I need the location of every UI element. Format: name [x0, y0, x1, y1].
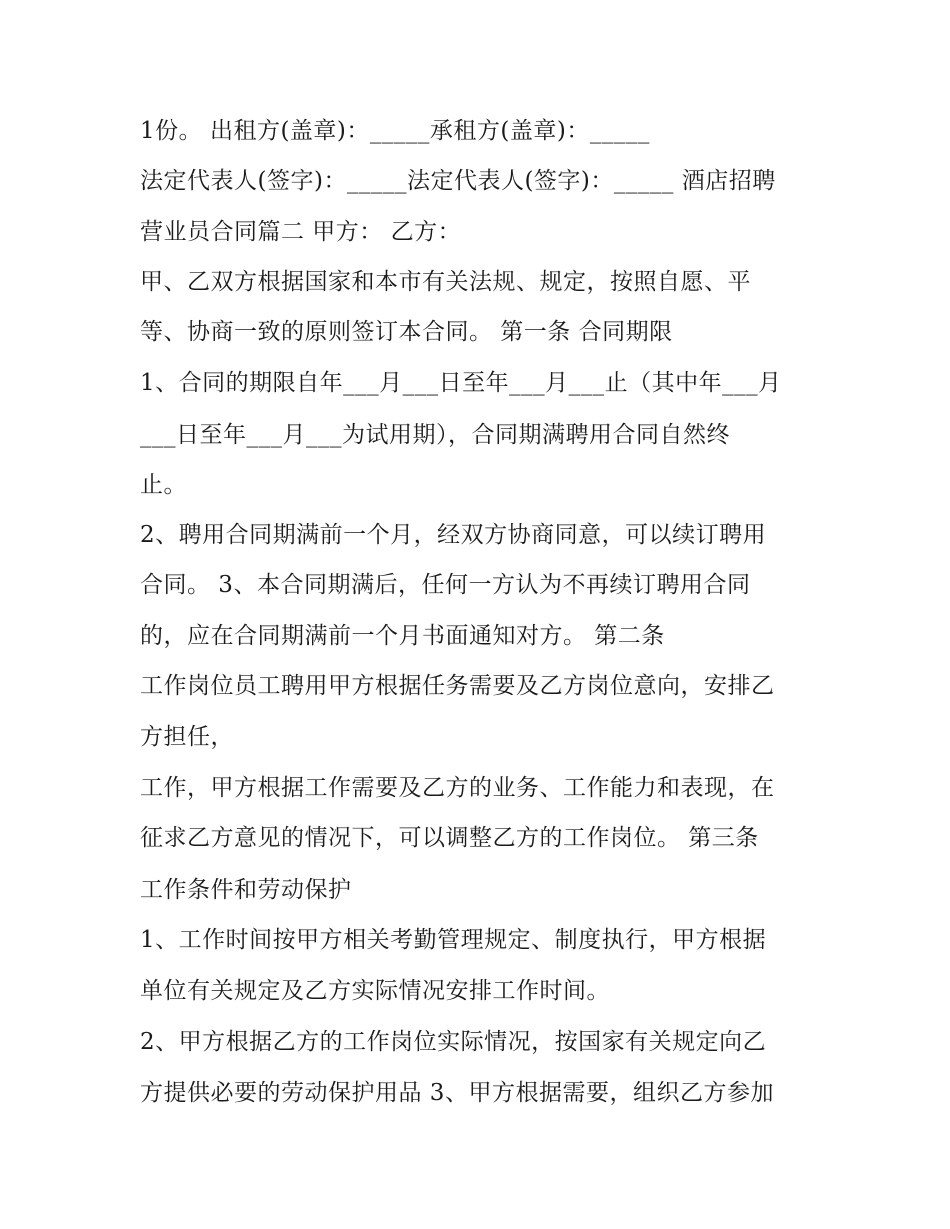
text-line: 的，应在合同期满前一个月书面通知对方。 第二条: [140, 623, 665, 649]
text-line: 2、聘用合同期满前一个月，经双方协商同意，可以续订聘用: [140, 522, 767, 548]
text-line: 合同。 3、本合同期满后，任何一方认为不再续订聘用合同: [140, 572, 751, 598]
text-line: 法定代表人(签字)：_____法定代表人(签字)：_____ 酒店招聘: [140, 168, 776, 194]
text-line: 工作条件和劳动保护: [140, 877, 352, 903]
text-line: 2、甲方根据乙方的工作岗位实际情况，按国家有关规定向乙: [140, 1029, 767, 1055]
text-line: 1份。 出租方(盖章)：_____承租方(盖章)：_____: [140, 118, 650, 144]
text-line: 营业员合同篇二 甲方： 乙方：: [140, 219, 462, 245]
text-line: 工作岗位员工聘用甲方根据任务需要及乙方岗位意向，安排乙: [140, 673, 775, 699]
text-line: 工作，甲方根据工作需要及乙方的业务、工作能力和表现，在: [140, 775, 775, 801]
text-line: 单位有关规定及乙方实际情况安排工作时间。: [140, 978, 610, 1004]
text-line: 甲、乙双方根据国家和本市有关法规、规定，按照自愿、平: [140, 269, 751, 295]
text-line: ___日至年___月___为试用期），合同期满聘用合同自然终: [140, 422, 730, 448]
text-line: 1、合同的期限自年___月___日至年___月___止（其中年___月: [140, 370, 782, 396]
text-line: 方提供必要的劳动保护用品 3、甲方根据需要，组织乙方参加: [140, 1080, 774, 1106]
text-line: 征求乙方意见的情况下，可以调整乙方的工作岗位。 第三条: [140, 825, 759, 851]
text-line: 止。: [140, 472, 187, 498]
text-line: 1、工作时间按甲方相关考勤管理规定、制度执行，甲方根据: [140, 927, 767, 953]
text-line: 方担任，: [140, 724, 234, 750]
text-line: 等、协商一致的原则签订本合同。 第一条 合同期限: [140, 319, 673, 345]
